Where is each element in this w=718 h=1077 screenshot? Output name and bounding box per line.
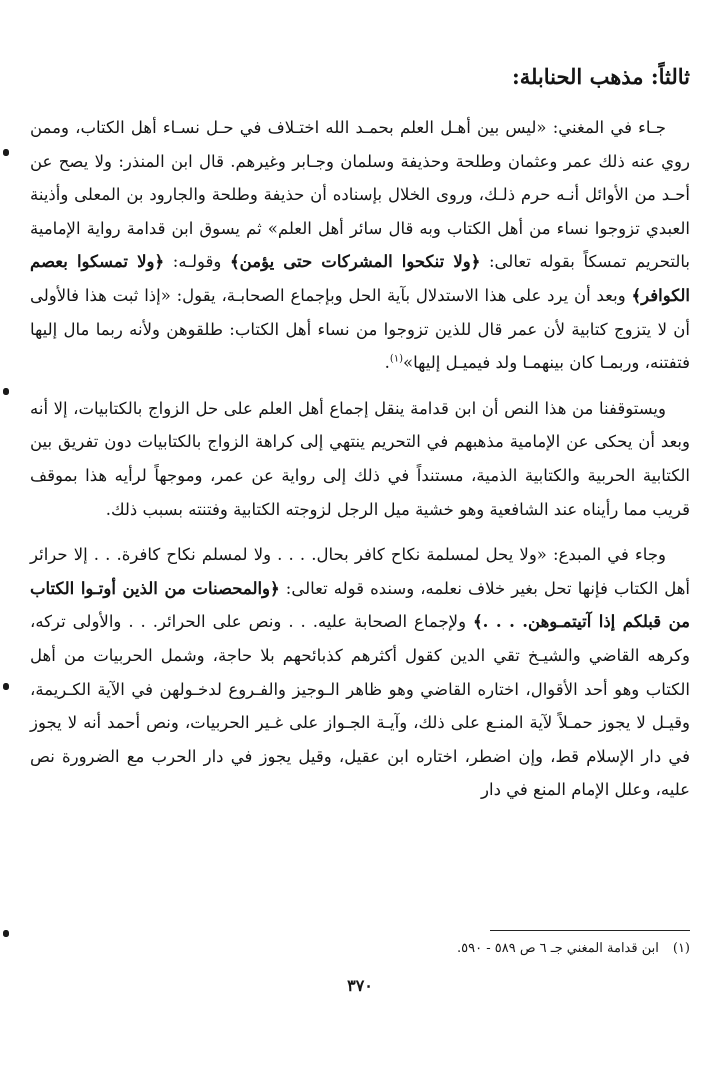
quran-verse: ﴿والمحصنات من الذين أوتـوا الكتاب من قبلكم إذا آتيتمـوهن. . . .﴾ <box>30 578 690 632</box>
binding-mark <box>3 930 9 937</box>
quran-verse: ﴿ولا تنكحوا المشركات حتى يؤمن﴾ <box>230 252 481 272</box>
section-heading: ثالثاً: مذهب الحنابلة: <box>511 64 690 89</box>
binding-mark <box>3 149 9 156</box>
footnote-number: (١) <box>672 941 690 956</box>
book-page <box>30 0 690 1077</box>
footnote <box>457 937 690 961</box>
binding-mark <box>3 388 9 395</box>
paragraph <box>30 111 690 380</box>
paragraph-text: ولإجماع الصحابة عليه. . . ونص على الحرائر. . . والأولى تركه، وكرهه القاضي والشيـخ تقي الدين كقول أكثرهم كذبائحهم بلا حاجة، وشمل الحربيات من أهل الكتاب وهو أحد الأقوال، اختاره القاضي وهو ظاهر الـوجيز والفـروع لدخـولهن في الآية الكـريمة، وقيـل لا يجوز حمـلاً لآية المنـع على ذلك، وآيـة الجـواز على غـير الحربيات، ونص أحمد أنه لا يجوز في دار الإسلام قط، وإن اضطر، اختاره ابن عقيل، وقيل يجوز في دار الحرب مع الضرورة نص عليه، وعلل الإمام المنع في دار <box>30 612 690 800</box>
binding-mark <box>3 683 9 690</box>
paragraph-text: وجاء في المبدع: «ولا يحل لمسلمة نكاح كافر بحال. . . . ولا لمسلم نكاح كافرة. . . إلا حرائر أهل الكتاب فإنها تحل بغير خلاف نعلمه، وسنده قوله تعالى: <box>30 545 691 598</box>
paragraph-text: . <box>384 353 390 373</box>
paragraph-text: وقولـه: <box>164 252 230 272</box>
quran-verse: ﴿ولا تمسكوا بعصم الكوافر﴾ <box>30 252 690 305</box>
page-number: ٣٧٠ <box>347 976 373 995</box>
body-text <box>30 111 690 807</box>
paragraph-text: جـاء في المغني: «ليس بين أهـل العلم بحمـد الله اختـلاف في حـل نسـاء أهل الكتاب، وممن روي عنه ذلك عمر وعثمان وطلحة وحذيفة وسلمان وجـابر وغيرهم. قال ابن المنذر: ولا يصح عن أحـد من الأوائل أنـه حرم ذلـك، وروى الخلال بإسناده أن حذيفة وطلحة والجارود بن المعلى وأذينة العبدي تزوجوا نساء من أهل الكتاب وبه قال سائر أهل العلم» ثم يسوق ابن قدامة رواية الإمامية بالتحريم تمسكاً بقوله تعالى: <box>30 118 690 272</box>
paragraph <box>30 392 690 526</box>
footnote-divider <box>490 930 690 931</box>
paragraph <box>30 538 690 807</box>
footnote-reference: (١) <box>389 353 403 365</box>
paragraph-text: وبعد أن يرد على هذا الاستدلال بآية الحل وبإجماع الصحابـة، يقول: «إذا ثبت هذا فالأولى أن لا يتزوج كتابية لأن عمر قال للذين تزوجوا من نساء أهل الكتاب: طلقوهن ولأنه ربما مال إليها فتفتنه، وربمـا كان بينهمـا ولد فيميـل إليها» <box>30 285 690 373</box>
paragraph-text: ويستوقفنا من هذا النص أن ابن قدامة ينقل إجماع أهل العلم على حل الزواج بالكتابيات، إلا أنه وبعد أن يحكى عن الإمامية مذهبهم في التحريم ينتهي إلى كراهة الزواج بالكتابيات دون تفريق بين الكتابية الحربية والكتابية الذمية، مستنداً في ذلك إلى رواية عن عمر، وموجهاً لرأيه هذا بموقف قريب مما رأيناه عند الشافعية وهو خشية ميل الرجل لزوجته الكتابية وفتنته بسبب ذلك. <box>30 398 690 519</box>
footnote-text: ابن قدامة المغني جـ ٦ ص ٥٨٩ - ٥٩٠. <box>456 941 659 956</box>
